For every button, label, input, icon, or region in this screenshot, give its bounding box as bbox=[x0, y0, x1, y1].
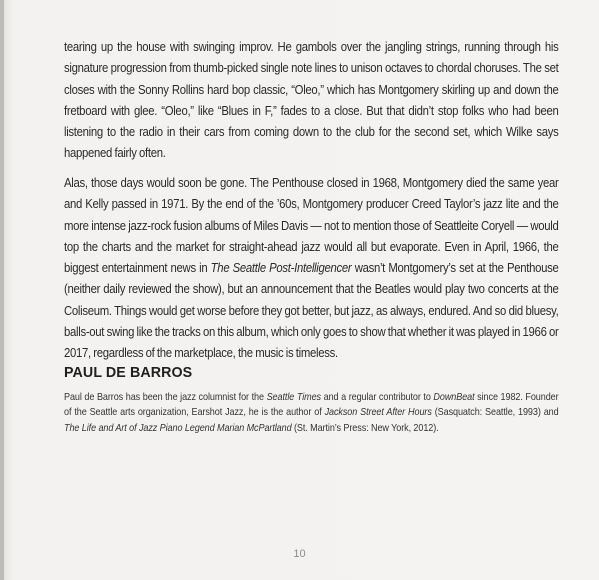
page-number: 10 bbox=[293, 548, 306, 560]
paragraph-1: tearing up the house with swinging improv. He gambols over the jangling strings, running through his signature progression from thumb-picked single note lines to unison octaves to chordal choruses. The set closes with the Sonny Rollins hard bop classic, “Oleo,” which has Montgomery skirling up and down the fretboard with glee. “Oleo,” like “Blues in F,” fades to a close. But that didn’t stop folks who had been listening to the radio in their cars from coming down to the club for the second set, which Wilke says happened fairly often. bbox=[64, 39, 559, 161]
author-bio-text bbox=[64, 390, 559, 436]
author-bio bbox=[64, 390, 559, 436]
bio-book-1: Jackson Street After Hours bbox=[324, 407, 432, 419]
bio-text-3: since 1982. Founder of the Seattle arts organization, Earshot Jazz, he is the author of bbox=[64, 392, 559, 419]
newspaper-title: The Seattle Post-Intelligencer bbox=[210, 260, 352, 276]
bio-book-2: The Life and Art of Jazz Piano Legend Marian McPartland bbox=[64, 422, 292, 434]
bio-text-1: Paul de Barros has been the jazz columnist for the bbox=[64, 392, 267, 403]
bio-text-2: and a regular contributor to bbox=[320, 392, 434, 403]
article-body bbox=[64, 36, 559, 364]
paragraph-2-text-b: wasn’t Montgomery’s set at the Penthouse (neither daily reviewed the show), but an announcement that the Beatles would play two concerts at the Coliseum. Things would get worse before they got better, but jazz, as always, endured. And so did bluesy, balls-out swing like the tracks on this album, which only goes to show that whether it was played in 1966 or 2017, regardless of the marketplace, the music is timeless. bbox=[64, 260, 559, 361]
bio-publication-2: DownBeat bbox=[433, 392, 475, 403]
paragraph-2 bbox=[64, 172, 559, 364]
paragraph-1-wrap bbox=[64, 36, 559, 164]
page-spine-shadow bbox=[0, 0, 4, 580]
paragraph-2-wrap bbox=[64, 172, 559, 364]
paragraph-2-text-a: Alas, those days would soon be gone. The Penthouse closed in 1968, Montgomery died the same year and Kelly passed in 1971. By the end of the ’60s, Montgomery producer Creed Taylor’s jazz lite and the more intense jazz-rock fusion albums of Miles Davis — not to mention those of Seattleite Coryell — would top the charts and the market for straight-ahead jazz would all but evaporate. Even in April, 1966, the biggest entertainment news in bbox=[64, 175, 559, 276]
bio-publication-1: Seattle Times bbox=[266, 392, 321, 403]
author-heading: PAUL DE BARROS bbox=[64, 364, 193, 381]
bio-text-5: (St. Martin’s Press: New York, 2012). bbox=[291, 422, 439, 434]
bio-text-4: (Sasquatch: Seattle, 1993) and bbox=[431, 407, 559, 419]
